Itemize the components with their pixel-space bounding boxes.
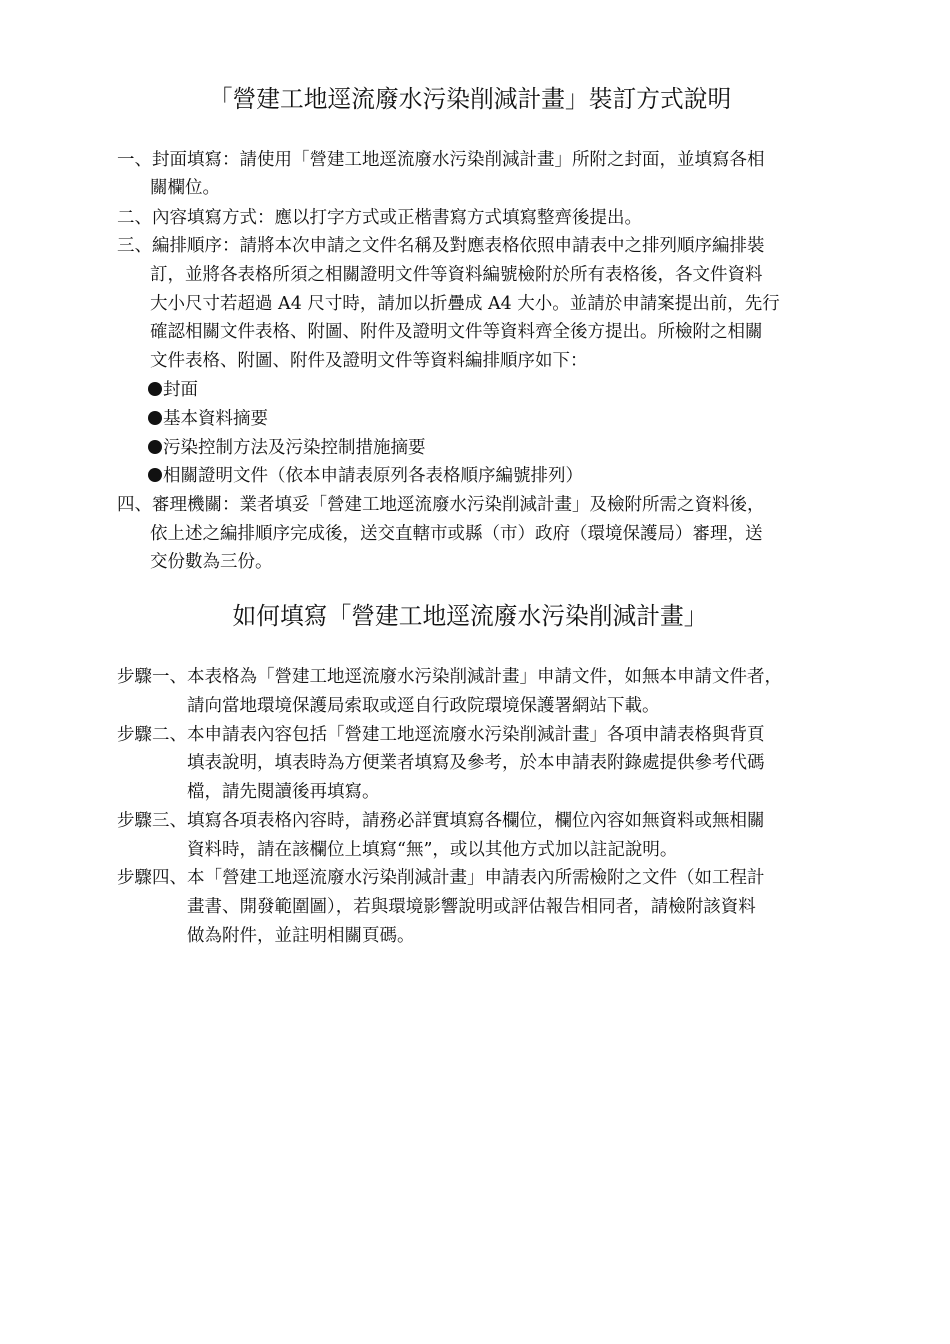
item4-line1: 四、審理機關：業者填妥「營建工地逕流廢水污染削減計畫」及檢附所需之資料後，	[117, 495, 765, 515]
item2-line1: 二、內容填寫方式：應以打字方式或正楷書寫方式填寫整齊後提出。	[117, 208, 642, 228]
bullet-dot-icon	[148, 440, 162, 454]
step3-line1: 步驟三、填寫各項表格內容時，請務必詳實填寫各欄位，欄位內容如無資料或無相關	[117, 811, 765, 831]
item4-line2: 依上述之編排順序完成後，送交直轄市或縣（市）政府（環境保護局）審理，送	[150, 524, 763, 544]
item4-line3: 交份數為三份。	[150, 552, 273, 572]
bullet-item	[148, 377, 198, 403]
howto-title: 如何填寫「營建工地逕流廢水污染削減計畫」	[232, 602, 708, 630]
item3-line5: 文件表格、附圖、附件及證明文件等資料編排順序如下：	[150, 351, 588, 371]
bullet-text: 基本資料摘要	[163, 409, 268, 429]
bullet-item	[148, 463, 583, 489]
step4-line3: 做為附件，並註明相關頁碼。	[187, 926, 415, 946]
bullet-dot-icon	[148, 468, 162, 482]
step2-line3: 檔，請先閱讀後再填寫。	[187, 782, 380, 802]
item3-line2: 訂，並將各表格所須之相關證明文件等資料編號檢附於所有表格後，各文件資料	[150, 265, 763, 285]
bullet-item	[148, 406, 268, 432]
item1-line2: 關欄位。	[150, 178, 220, 198]
item1-line1: 一、封面填寫：請使用「營建工地逕流廢水污染削減計畫」所附之封面，並填寫各相	[117, 150, 765, 170]
bullet-item	[148, 435, 426, 461]
item3-line3: 大小尺寸若超過 A4 尺寸時，請加以折疊成 A4 大小。並請於申請案提出前，先行	[150, 294, 780, 314]
step4-line2: 畫書、開發範圍圖），若與環境影響說明或評估報告相同者，請檢附該資料	[187, 897, 756, 917]
step1-line2: 請向當地環境保護局索取或逕自行政院環境保護署網站下載。	[187, 696, 660, 716]
step4-line1: 步驟四、本「營建工地逕流廢水污染削減計畫」申請表內所需檢附之文件（如工程計	[117, 868, 765, 888]
binding-title: 「營建工地逕流廢水污染削減計畫」裝訂方式說明	[208, 85, 732, 113]
bullet-dot-icon	[148, 411, 162, 425]
step2-line1: 步驟二、本申請表內容包括「營建工地逕流廢水污染削減計畫」各項申請表格與背頁	[117, 725, 765, 745]
bullet-dot-icon	[148, 382, 162, 396]
step2-line2: 填表說明，填表時為方便業者填寫及參考，於本申請表附錄處提供參考代碼	[187, 753, 765, 773]
step3-line2: 資料時，請在該欄位上填寫“無”，或以其他方式加以註記說明。	[187, 840, 678, 860]
bullet-text: 相關證明文件（依本申請表原列各表格順序編號排列）	[163, 466, 583, 486]
bullet-text: 污染控制方法及污染控制措施摘要	[163, 438, 426, 458]
item3-line1: 三、編排順序：請將本次申請之文件名稱及對應表格依照申請表中之排列順序編排裝	[117, 236, 765, 256]
step1-line1: 步驟一、本表格為「營建工地逕流廢水污染削減計畫」申請文件，如無本申請文件者，	[117, 667, 782, 687]
bullet-text: 封面	[163, 380, 198, 400]
item3-line4: 確認相關文件表格、附圖、附件及證明文件等資料齊全後方提出。所檢附之相關	[150, 322, 763, 342]
